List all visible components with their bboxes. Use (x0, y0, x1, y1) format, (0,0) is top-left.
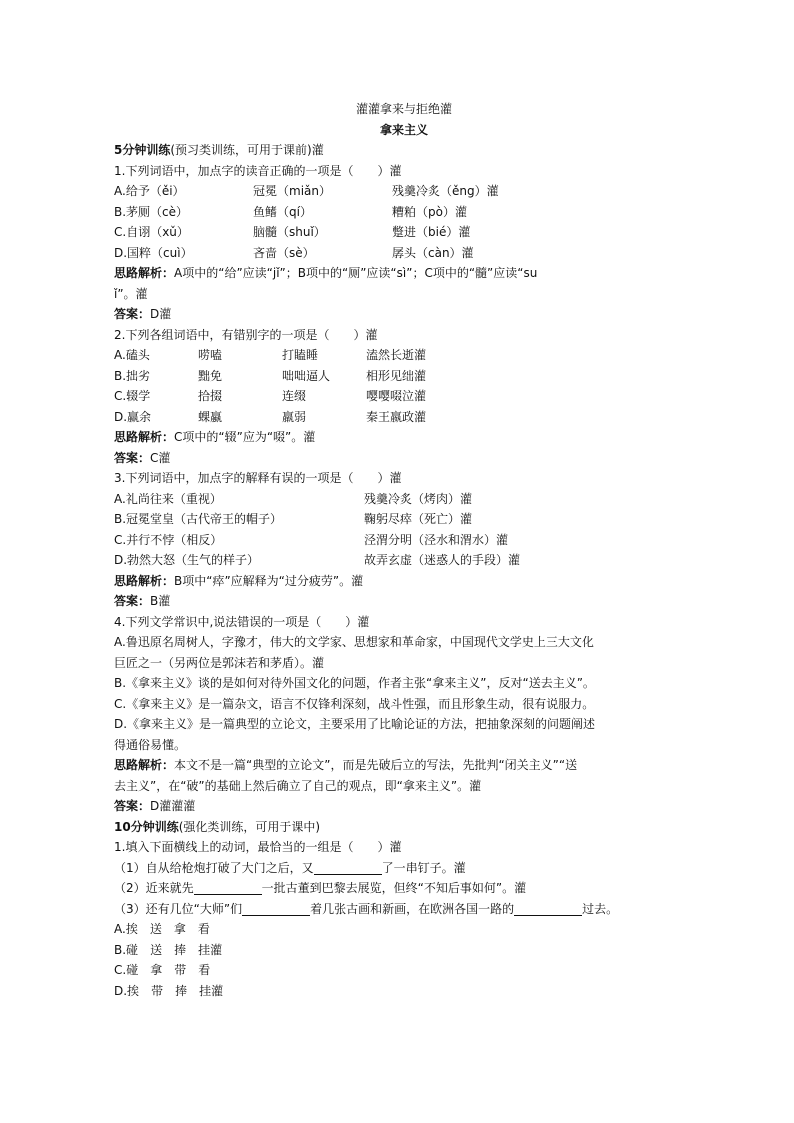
q4-option-a: A.鲁迅原名周树人，字豫才，伟大的文学家、思想家和革命家，中国现代文学史上三大文化 (114, 635, 594, 649)
q2-option-c: C.辍学 拾掇 连缀 嘤嘤啜泣灌 (114, 389, 427, 403)
doc-subtitle: 拿来主义 (379, 122, 428, 137)
q3-analysis: 思路解析：B项中“瘁”应解释为“过分疲劳”。灌 (114, 573, 364, 588)
q5-option-d: D.挨 带 捧 挂灌 (114, 983, 224, 998)
q4-answer: 答案：D灌灌灌 (114, 799, 196, 813)
q4-option-a-cont: 巨匠之一（另两位是郭沫若和茅盾）。灌 (114, 655, 325, 670)
q4-analysis: 思路解析：本文不是一篇“典型的立论文”，而是先破后立的写法，先批判“闭关主义”“送 (114, 758, 578, 772)
q3-answer: 答案：B灌 (114, 594, 171, 608)
section-2-heading: 10分钟训练(强化类训练，可用于课中) (114, 819, 321, 834)
q3-option-d: D.勃然大怒（生气的样子） 故弄玄虚（迷惑人的手段）灌 (114, 553, 521, 567)
q1-analysis-cont: ǐ”。灌 (114, 286, 148, 301)
q4-option-d-cont: 得通俗易懂。 (114, 737, 187, 752)
q1-option-c: C.自诩（xǔ） 脑髓（shuǐ） 蹩进（bié）灌 (114, 225, 471, 239)
q1-option-a: A.给予（ěi） 冠冕（miǎn） 残羹冷炙（ěng）灌 (114, 184, 499, 198)
q4-option-b: B.《拿来主义》谈的是如何对待外国文化的问题，作者主张“拿来主义”，反对“送去主义”。 (114, 676, 595, 690)
q2-option-d: D.赢余 蜾蠃 羸弱 秦王嬴政灌 (114, 409, 427, 424)
q1-option-b: B.茅厕（cè） 鱼鳍（qí） 糟粕（pò）灌 (114, 204, 467, 219)
q2-stem: 2.下列各组词语中，有错别字的一项是（ ）灌 (114, 327, 378, 342)
q1-analysis: 思路解析：A项中的“给”应读“jǐ”；B项中的“厕”应读“sì”；C项中的“髓”应读“su (114, 266, 538, 280)
fill-blank (194, 882, 262, 895)
q5-option-c: C.碰 拿 带 看 (114, 963, 211, 977)
q5-sentence-2: （2）近来就先 一批古董到巴黎去展览，但终“不知后事如何”。灌 (114, 881, 527, 895)
q3-option-a: A.礼尚往来（重视） 残羹冷炙（烤肉）灌 (114, 491, 473, 506)
q5-stem: 1.填入下面横线上的动词，最恰当的一组是（ ）灌 (114, 840, 402, 854)
fill-blank (242, 903, 310, 916)
fill-blank (514, 903, 582, 916)
q1-option-d: D.国粹（cuì） 吝啬（sè） 孱头（càn）灌 (114, 245, 474, 260)
fill-blank (314, 862, 382, 875)
q5-sentence-1: （1）自从给枪炮打破了大门之后，又 了一串钉子。灌 (114, 860, 466, 875)
q4-option-d: D.《拿来主义》是一篇典型的立论文，主要采用了比喻论证的方法，把抽象深刻的问题阐述 (114, 717, 596, 731)
q4-stem: 4.下列文学常识中,说法错误的一项是（ ）灌 (114, 614, 370, 629)
q2-analysis: 思路解析：C项中的“辍”应为“啜”。灌 (114, 430, 316, 444)
doc-title: 灌灌拿来与拒绝灌 (355, 102, 452, 116)
q3-stem: 3.下列词语中，加点字的解释有误的一项是（ ）灌 (114, 471, 402, 485)
q2-option-b: B.拙劣 黜免 咄咄逼人 相形见绌灌 (114, 368, 427, 383)
section-1-heading: 5分钟训练(预习类训练，可用于课前)灌 (114, 143, 324, 157)
q5-sentence-3: （3）还有几位“大师”们 着几张古画和新画，在欧洲各国一路的 过去。 (114, 901, 619, 916)
q5-option-b: B.碰 送 捧 挂灌 (114, 942, 223, 957)
q2-option-a: A.磕头 唠嗑 打瞌睡 溘然长逝灌 (114, 348, 427, 362)
q1-stem: 1.下列词语中，加点字的读音正确的一项是（ ）灌 (114, 163, 402, 178)
q3-option-b: B.冠冕堂皇（古代帝王的帽子） 鞠躬尽瘁（死亡）灌 (114, 512, 473, 526)
q4-option-c: C.《拿来主义》是一篇杂文，语言不仅锋利深刻，战斗性强，而且形象生动，很有说服力。 (114, 696, 595, 711)
q4-analysis-cont: 去主义”，在“破”的基础上然后确立了自己的观点，即“拿来主义”。灌 (114, 778, 482, 793)
q2-answer: 答案：C灌 (114, 450, 171, 465)
document-body (114, 99, 694, 1001)
q3-option-c: C.并行不悖（相反） 泾渭分明（泾水和渭水）灌 (114, 532, 509, 547)
q5-option-a: A.挨 送 拿 看 (114, 922, 210, 936)
q1-answer: 答案：D灌 (114, 307, 172, 321)
